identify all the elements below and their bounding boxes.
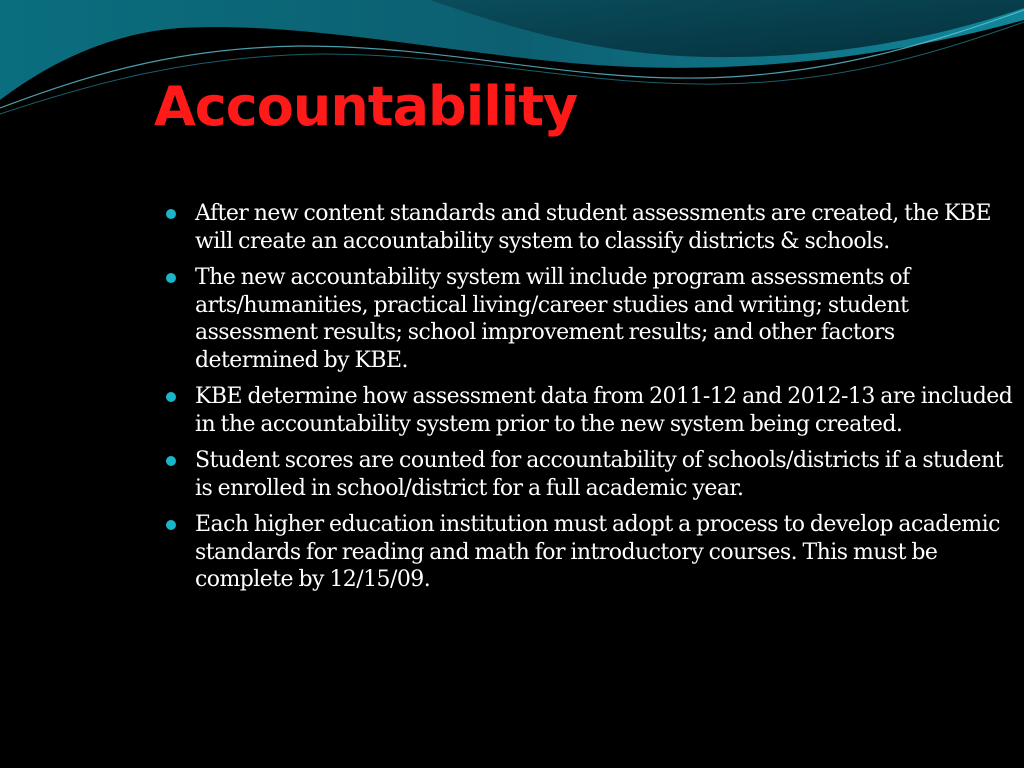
- bullet-dot-icon: [166, 273, 176, 283]
- bullet-item: [164, 447, 1014, 502]
- bullet-item: [164, 383, 1014, 438]
- bullet-text: After new content standards and student assessments are created, the KBE will create an accountability system to classify districts & schools.: [195, 201, 991, 254]
- bullet-item: [164, 264, 1014, 374]
- bullet-text: Student scores are counted for accountability of schools/districts if a student is enrolled in school/district for a full academic year.: [195, 448, 1003, 501]
- bullet-dot-icon: [166, 209, 176, 219]
- bullet-text: Each higher education institution must adopt a process to develop academic standards for reading and math for introductory courses. This must be complete by 12/15/09.: [195, 512, 1000, 592]
- bullet-text: The new accountability system will include program assessments of arts/humanities, practical living/career studies and writing; student assessment results; school improvement results; and other factors determined by KBE.: [195, 265, 910, 373]
- bullet-dot-icon: [166, 456, 176, 466]
- bullet-list: [164, 200, 1014, 603]
- bullet-dot-icon: [166, 392, 176, 402]
- bullet-dot-icon: [166, 520, 176, 530]
- bullet-item: [164, 511, 1014, 594]
- bullet-text: KBE determine how assessment data from 2011-12 and 2012-13 are included in the accountability system prior to the new system being created.: [195, 384, 1013, 437]
- slide-title: Accountability: [154, 75, 578, 138]
- bullet-item: [164, 200, 1014, 255]
